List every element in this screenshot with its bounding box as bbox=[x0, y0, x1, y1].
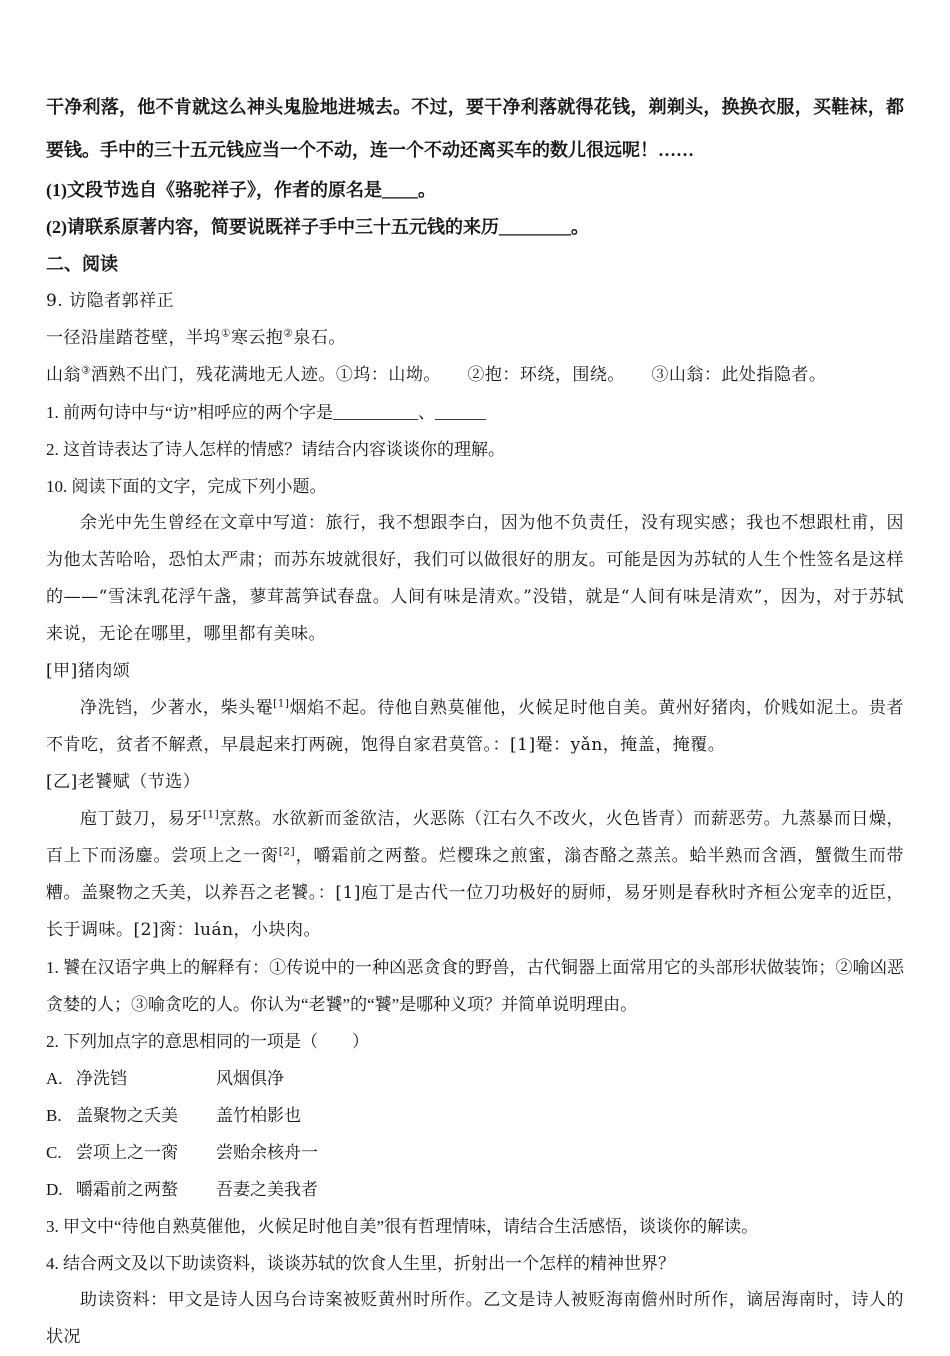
poem-line-1 bbox=[46, 320, 904, 357]
text-segment: (2)请联系原著内容，简要说既祥子手中三十五元钱的来历________。 bbox=[46, 217, 589, 237]
option-label: A. bbox=[46, 1069, 63, 1088]
q10-question-2 bbox=[46, 1023, 904, 1060]
text-segment: 10. 阅读下面的文字，完成下列小题。 bbox=[46, 477, 327, 496]
q10-title bbox=[46, 468, 904, 505]
text-segment: (1)文段节选自《骆驼祥子》，作者的原名是____。 bbox=[46, 180, 436, 200]
text-segment: [甲]猪肉颂 bbox=[46, 661, 131, 681]
option-phrase-2: 吾妻之美我者 bbox=[216, 1180, 318, 1199]
text-segment: 寒云抱 bbox=[230, 328, 284, 348]
text-segment: 2. 这首诗表达了诗人怎样的情感？请结合内容谈谈你的理解。 bbox=[46, 440, 505, 459]
option-label: D. bbox=[46, 1180, 63, 1199]
text-segment: 山翁 bbox=[46, 365, 81, 385]
novel-excerpt bbox=[46, 86, 904, 172]
option-phrase-1: 盖聚物之夭美 bbox=[76, 1106, 178, 1125]
text-yi-title bbox=[46, 764, 904, 801]
text-segment: 9. 访隐者郭祥正 bbox=[46, 291, 175, 311]
option-label: B. bbox=[46, 1106, 62, 1125]
q8-sub1 bbox=[46, 172, 904, 209]
option-phrase-1: 嚼霜前之两螯 bbox=[76, 1180, 178, 1199]
section-heading-reading bbox=[46, 246, 904, 283]
option-phrase-1: 尝项上之一脔 bbox=[76, 1143, 178, 1162]
q9-question-2 bbox=[46, 431, 904, 468]
text-segment: 3. 甲文中“待他自熟莫催他，火候足时他自美”很有哲理情味，请结合生活感悟，谈谈你的解读。 bbox=[46, 1217, 759, 1236]
option-phrase-1: 净洗铛 bbox=[76, 1069, 127, 1088]
text-segment: 酒熟不出门，残花满地无人迹。①坞：山坳。 ②抱：环绕，围绕。 ③山翁：此处指隐者。 bbox=[90, 365, 827, 385]
option-phrase-2: 尝贻余核舟一 bbox=[216, 1143, 318, 1162]
text-segment: 2. 下列加点字的意思相同的一项是（ ） bbox=[46, 1032, 369, 1051]
text-segment: 1. 前两句诗中与“访”相呼应的两个字是__________、______ bbox=[46, 403, 487, 422]
option-phrase-2: 风烟俱净 bbox=[216, 1069, 284, 1088]
text-segment: 余光中先生曾经在文章中写道：旅行，我不想跟李白，因为他不负责任，没有现实感；我也不想跟杜甫，因为他太苦哈哈，恐怕太严肃；而苏东坡就很好，我们可以做很好的朋友。可能是因为苏轼的人生个性签名是这样的——“雪沫乳花浮午盏，蓼茸蒿笋试春盘。人间有味是清欢。”没错，就是“人间有味是清欢”，因为，对于苏轼来说，无论在哪里，哪里都有美味。 bbox=[46, 513, 904, 644]
text-segment: 烟焰不起。待他自熟莫催他，火候足时他自美。黄州好猪肉，价贱如泥土。贵者不肯吃，贫者不解煮，早晨起来打两碗，饱得自家君莫管。：[1]罨：yǎn，掩盖，掩覆。 bbox=[46, 698, 905, 755]
text-segment: 1. 饕在汉语字典上的解释有：①传说中的一种凶恶贪食的野兽，古代铜器上面常用它的头部形状做装饰；②喻凶恶贪婪的人；③喻贪吃的人。你认为“老饕”的“饕”是哪种义项？并简单说明理由。 bbox=[46, 958, 904, 1014]
superscript-note-ref: [1] bbox=[202, 808, 220, 821]
text-segment: 4. 结合两文及以下助读资料，谈谈苏轼的饮食人生里，折射出一个怎样的精神世界？ bbox=[46, 1254, 675, 1273]
superscript-note-ref: ③ bbox=[81, 364, 91, 377]
option-b bbox=[46, 1097, 904, 1134]
text-segment: 干净利落，他不肯就这么神头鬼脸地进城去。不过，要干净利落就得花钱，剃剃头，换换衣服，买鞋袜，都要钱。手中的三十五元钱应当一个不动，连一个不动还离买车的数儿很远呢！…… bbox=[46, 97, 904, 160]
q8-sub2 bbox=[46, 209, 904, 246]
superscript-note-ref: [2] bbox=[278, 845, 296, 858]
text-segment: 烹熬。水欲新而釜欲洁，火恶陈（江右久不改火，火色皆青）而薪恶劳。九蒸暴而日燥，百上下而汤鏖。尝项上之一脔 bbox=[46, 809, 905, 866]
poem-line-2-with-notes bbox=[46, 357, 904, 394]
q10-question-1 bbox=[46, 949, 904, 1023]
q9-question-1 bbox=[46, 394, 904, 431]
yu-guangzhong-paragraph bbox=[46, 505, 904, 653]
option-a bbox=[46, 1060, 904, 1097]
text-jia-title bbox=[46, 653, 904, 690]
text-segment: 泉石。 bbox=[293, 328, 346, 348]
text-segment: 庖丁鼓刀，易牙 bbox=[80, 809, 203, 829]
option-phrase-2: 盖竹柏影也 bbox=[216, 1106, 301, 1125]
document-body bbox=[46, 86, 904, 1356]
text-segment: 一径沿崖踏苍壁，半坞 bbox=[46, 328, 221, 348]
text-segment: ，嚼霜前之两螯。烂樱珠之煎蜜，滃杏酪之蒸羔。蛤半熟而含酒，蟹微生而带糟。盖聚物之夭美，以养吾之老饕。：[1]庖丁是古代一位刀功极好的厨师，易牙则是春秋时齐桓公宠幸的近臣，长于调味。[2]脔：luán，小块肉。 bbox=[46, 846, 905, 940]
superscript-note-ref: ② bbox=[283, 327, 294, 340]
superscript-note-ref: [1] bbox=[273, 697, 290, 710]
superscript-note-ref: ① bbox=[221, 327, 231, 340]
q10-question-4 bbox=[46, 1245, 904, 1282]
option-label: C. bbox=[46, 1143, 62, 1162]
text-jia-body bbox=[46, 690, 904, 764]
helper-material bbox=[46, 1282, 904, 1356]
option-d bbox=[46, 1171, 904, 1208]
q10-question-3 bbox=[46, 1208, 904, 1245]
text-segment: 二、阅读 bbox=[46, 254, 118, 274]
option-c bbox=[46, 1134, 904, 1171]
text-segment: [乙]老饕赋（节选） bbox=[46, 772, 201, 792]
text-segment: 助读资料：甲文是诗人因乌台诗案被贬黄州时所作。乙文是诗人被贬海南儋州时所作，谪居海南时，诗人的状况 bbox=[46, 1290, 904, 1347]
text-yi-body bbox=[46, 801, 904, 949]
q9-title bbox=[46, 283, 904, 320]
text-segment: 净洗铛，少著水，柴头罨 bbox=[80, 698, 274, 718]
